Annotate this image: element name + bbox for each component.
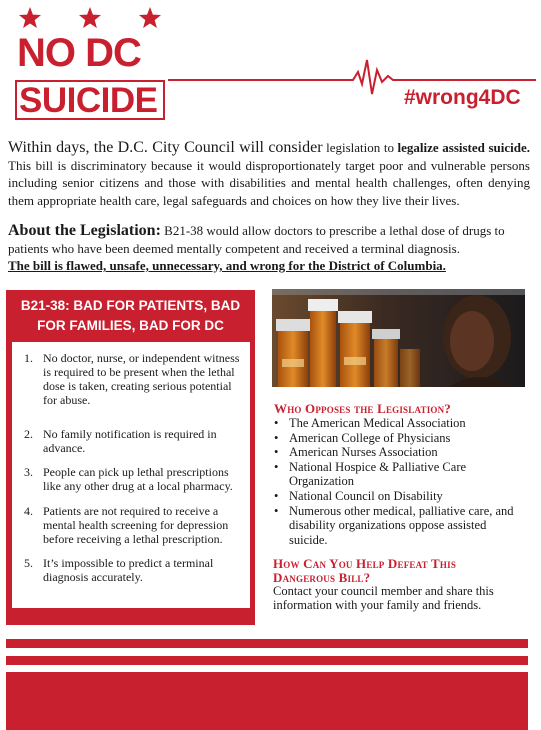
pill-bottles-photo: [272, 289, 525, 387]
title-line-1: NO DC: [17, 31, 141, 75]
help-text: Contact your council member and share this information with your family and friends.: [273, 584, 494, 612]
title-line-2: SUICIDE: [19, 81, 158, 120]
about-conclusion: The bill is flawed, unsafe, unnecessary, and wrong for the District of Columbia.: [8, 258, 446, 273]
bad-box-title: [6, 296, 255, 336]
bad-box-list-panel: [12, 342, 250, 608]
list-item: • American College of Physicians: [272, 431, 527, 446]
intro-text-2: This bill is discriminatory because it would disproportionately target poor and vulnerable persons including senior citizens and those with disabilities and mental health challenges, often denying them appropriate health care, legal safeguards and choices on how they live their lives.: [8, 157, 530, 208]
intro-text-1: legislation to: [322, 140, 398, 155]
bad-box-title-line-1: B21-38: BAD FOR PATIENTS, BAD: [20, 298, 241, 313]
title-line-2-box: [15, 80, 165, 120]
list-item-text: It’s impossible to predict a terminal diagnosis accurately.: [43, 556, 214, 584]
list-item-number: 4.: [24, 504, 33, 518]
help-heading: [273, 557, 513, 585]
intro-bold: legalize assisted suicide.: [397, 140, 531, 155]
intro-lead: Within days, the D.C. City Council will consider: [8, 139, 323, 156]
hashtag: #wrong4DC: [404, 86, 521, 109]
list-item-text: No doctor, nurse, or independent witness is required to be present when the lethal dose is taken, creating serious potential for abuse.: [43, 351, 240, 407]
about-heading: About the Legislation:: [8, 222, 161, 239]
list-item-number: 2.: [24, 427, 33, 441]
stars-row: [17, 6, 167, 32]
list-item: • American Nurses Association: [272, 445, 527, 460]
opposes-heading: Who Opposes the Legislation?: [274, 401, 452, 416]
about-text: B21-38 would allow doctors to prescribe a lethal dose of drugs to patients who have been deemed mentally competent and received a terminal diagnosis.: [8, 223, 505, 256]
footer-stripe: [6, 656, 528, 665]
bad-for-dc-box: [6, 290, 255, 625]
star-icon: [17, 6, 43, 30]
list-item: • National Council on Disability: [272, 489, 527, 504]
opposes-list: [272, 416, 527, 547]
list-item-text: People can pick up lethal prescriptions like any other drug at a local pharmacy.: [43, 465, 233, 493]
help-heading-line-1: How Can You Help Defeat This: [273, 556, 457, 571]
list-item-number: 5.: [24, 556, 33, 570]
star-icon: [77, 6, 103, 30]
list-item: • Numerous other medical, palliative care, and disability organizations oppose assisted suicide.: [272, 504, 527, 548]
list-item-text: Patients are not required to receive a mental health screening for depression before receiving a lethal prescription.: [43, 504, 229, 546]
list-item: • National Hospice & Palliative Care Organization: [272, 460, 527, 489]
bad-box-title-line-2: FOR FAMILIES, BAD FOR DC: [37, 318, 224, 333]
list-item-text: No family notification is required in advance.: [43, 427, 217, 455]
footer-stripe: [6, 639, 528, 648]
star-icon: [137, 6, 163, 30]
list-item: • The American Medical Association: [272, 416, 527, 431]
footer-band: [6, 672, 528, 730]
list-item-number: 3.: [24, 465, 33, 479]
list-item-number: 1.: [24, 351, 33, 365]
about-legislation: [8, 222, 530, 275]
intro-paragraph: [8, 139, 530, 209]
help-heading-line-2: Dangerous Bill?: [273, 570, 371, 585]
